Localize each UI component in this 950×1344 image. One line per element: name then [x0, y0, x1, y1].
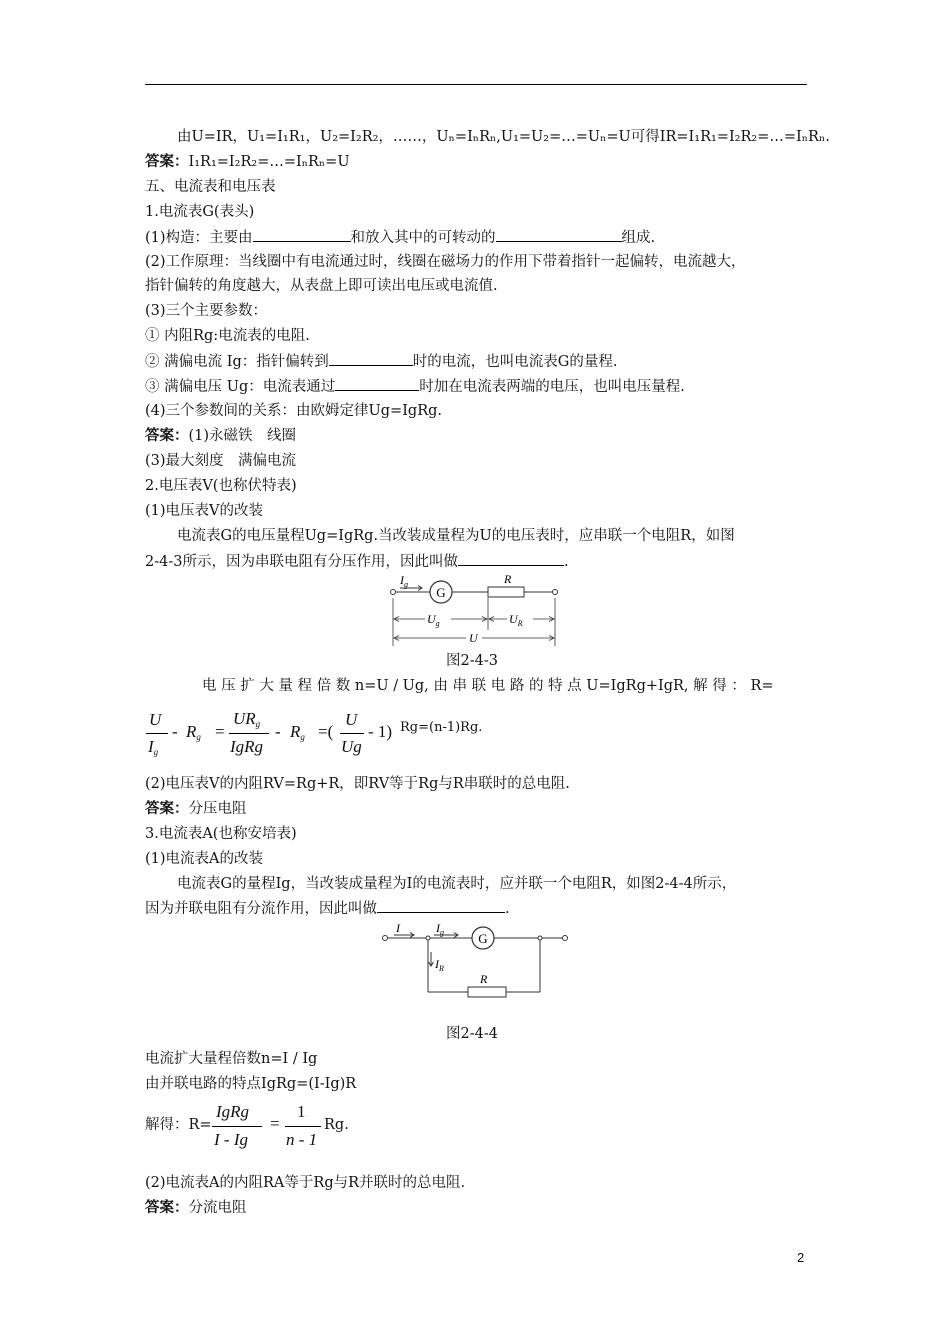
answer-line: [145, 152, 350, 172]
text-span: 因为并联电阻有分流作用，因此叫做: [145, 901, 377, 917]
fraction-bar: [340, 733, 364, 734]
galvanometer-label: G: [436, 585, 446, 600]
figure-caption: 图2-4-3: [446, 653, 498, 669]
fraction-bar: [285, 1126, 321, 1127]
formula-term: $R_g$: [290, 722, 305, 742]
fill-blank: [335, 376, 419, 391]
header-rule: [145, 84, 807, 85]
formula-term: $UR_g$: [233, 709, 261, 729]
formula-tail: Rg=(n-1)Rg.: [400, 720, 483, 735]
text-line: 电流表G的量程Ig，当改装成量程为I的电流表时，应并联一个电阻R，如图2-4-4所示，: [177, 876, 737, 892]
current-label-ig: $I_g$: [436, 921, 444, 937]
text-line: (1)电压表V的改装: [145, 503, 264, 519]
text-line: (2)电压表V的内阻RV=Rg+R，即RV等于Rg与R串联时的总电阻.: [145, 776, 570, 792]
text-line: 电 压 扩 大 量 程 倍 数 n=U / Ug, 由 串 联 电 路 的 特 点 U=IgRg+IgR, 解 得 ： R=: [202, 678, 774, 694]
resistor-symbol: [488, 587, 524, 597]
current-arrow: [429, 952, 434, 966]
text-line: 指针偏转的角度越大，从表盘上即可读出电压或电流值.: [145, 278, 498, 294]
voltage-label-ur: $U_R$: [509, 612, 523, 628]
text-line: [145, 376, 685, 397]
text-span: ③ 满偏电压 Ug：电流表通过: [145, 379, 336, 395]
resistor-label: R: [480, 972, 488, 986]
answer-text: I₁R₁=I₂R₂=…=IₙRₙ=U: [188, 154, 350, 170]
answer-line: [145, 1198, 247, 1218]
formula-term: IgRg: [216, 1102, 250, 1121]
text-line: [145, 227, 655, 248]
answer-line: [145, 799, 247, 819]
answer-label: 答案：: [145, 800, 189, 817]
formula-term: $R_g$: [186, 722, 201, 742]
subsection-heading: 1.电流表G(表头): [145, 204, 255, 220]
voltage-label-u: U: [469, 631, 478, 645]
text-span: .: [505, 901, 510, 917]
text-span: 时加在电流表两端的电压，也叫电压量程.: [419, 379, 685, 395]
text-line: ① 内阻Rg:电流表的电阻.: [145, 328, 310, 344]
terminal-left: [391, 590, 396, 595]
formula-op: -: [275, 722, 281, 741]
formula-op: =: [270, 1114, 280, 1133]
parallel-circuit-figure: [378, 920, 574, 1000]
junction-node: [426, 936, 430, 940]
text-line: (3)三个主要参数：: [145, 303, 268, 319]
formula-term: 1: [297, 1102, 306, 1121]
text-span: ② 满偏电流 Ig：指针偏转到: [145, 354, 329, 370]
fill-blank: [496, 227, 622, 242]
formula-op: - 1): [368, 722, 393, 741]
shunt-resistor-symbol: [468, 987, 506, 997]
terminal-right: [553, 590, 558, 595]
fraction-bar: [229, 733, 269, 734]
current-label-ig: $I_g$: [400, 573, 408, 589]
text-line: 电流表G的电压量程Ug=IgRg.当改装成量程为U的电压表时，应串联一个电阻R，如图: [177, 528, 735, 544]
text-line: [145, 898, 510, 919]
text-line: (3)最大刻度 满偏电流: [145, 453, 297, 469]
formula-term: Ug: [341, 737, 362, 756]
answer-text: 分流电阻: [188, 1200, 247, 1216]
formula-term: n - 1: [286, 1130, 318, 1149]
fill-blank: [253, 227, 351, 242]
galvanometer-label: G: [478, 931, 488, 946]
formula-term: I - Ig: [214, 1130, 248, 1149]
series-circuit-figure: [380, 570, 570, 648]
voltage-label-ug: $U_g$: [427, 612, 440, 628]
text-line: 电流扩大量程倍数n=I / Ig: [145, 1051, 318, 1067]
figure-caption: 图2-4-4: [446, 1026, 498, 1042]
answer-label: 答案：: [145, 1199, 189, 1216]
text-line: [145, 351, 617, 372]
text-span: 和放入其中的可转动的: [350, 230, 496, 246]
formula-term: U: [149, 710, 162, 729]
section-heading: 五、电流表和电压表: [145, 179, 276, 195]
answer-text: (1)永磁铁 线圈: [188, 428, 297, 444]
fill-blank: [329, 351, 413, 366]
text-line: (2)电流表A的内阻RA等于Rg与R并联时的总电阻.: [145, 1175, 466, 1191]
text-line: (2)工作原理：当线圈中有电流通过时，线圈在磁场力的作用下带着指针一起偏转，电流越大，: [145, 254, 746, 270]
formula-term: $I_g$: [148, 737, 159, 757]
fraction-bar: [212, 1126, 262, 1127]
answer-line: [145, 426, 296, 446]
resistor-label: R: [504, 572, 512, 586]
text-span: 时的电流，也叫电流表G的量程.: [412, 354, 618, 370]
formula-op: -: [172, 722, 178, 741]
text-line: 由并联电路的特点IgRg=(I-Ig)R: [145, 1076, 357, 1092]
fill-blank: [377, 898, 505, 913]
terminal-right: [563, 936, 568, 941]
answer-label: 答案：: [145, 427, 189, 444]
text-line: 由U=IR，U₁=I₁R₁，U₂=I₂R₂，……，Uₙ=IₙRₙ,U₁=U₂=…=Uₙ=U可得IR=I₁R₁=I₂R₂=…=IₙRₙ.: [177, 129, 830, 145]
text-line: (1)电流表A的改装: [145, 851, 264, 867]
page-number: 2: [797, 1250, 805, 1265]
text-line: (4)三个参数间的关系：由欧姆定律Ug=IgRg.: [145, 403, 443, 419]
formula-op: =(: [318, 722, 334, 741]
subsection-heading: 2.电压表V(也称伏特表): [145, 478, 297, 494]
answer-label: 答案：: [145, 153, 189, 170]
text-span: .: [563, 554, 569, 570]
subsection-heading: 3.电流表A(也称安培表): [145, 826, 297, 842]
formula-op: =: [215, 722, 225, 741]
current-label-i: I: [396, 921, 400, 935]
formula-lead: 解得：R=: [145, 1117, 212, 1133]
junction-node: [538, 936, 542, 940]
text-span: 2-4-3所示，因为串联电阻有分压作用，因此叫做: [145, 554, 458, 570]
fill-blank: [458, 551, 564, 566]
formula-term: IgRg: [230, 737, 264, 756]
fraction-bar: [146, 733, 168, 734]
formula-tail: Rg.: [324, 1117, 349, 1133]
text-span: (1)构造：主要由: [145, 230, 253, 246]
current-label-ir: $I_R$: [435, 957, 444, 973]
text-line: [145, 551, 569, 572]
text-span: 组成.: [621, 230, 656, 246]
formula-term: U: [345, 710, 358, 729]
terminal-left: [383, 936, 388, 941]
answer-text: 分压电阻: [188, 801, 247, 817]
